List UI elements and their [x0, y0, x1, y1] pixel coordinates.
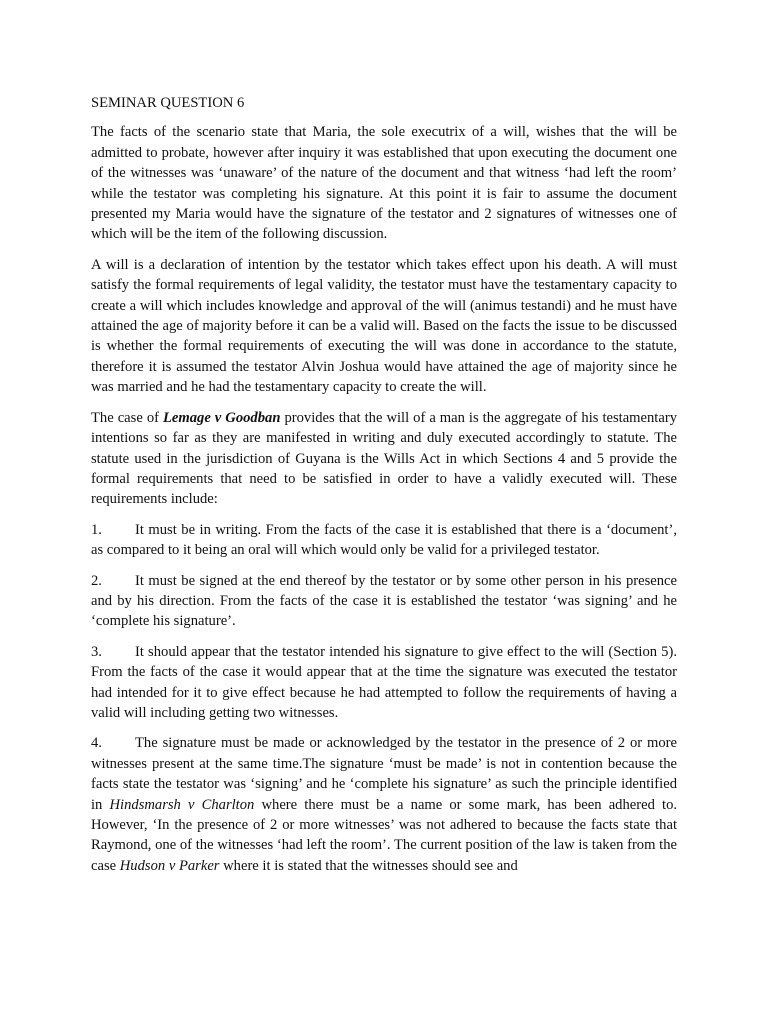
requirement-item-4	[91, 733, 677, 876]
item-number: 4.	[91, 735, 102, 752]
paragraph-will-definition: A will is a declaration of intention by the testator which takes effect upon his death. A will must satisfy the formal requirements of legal validity, the testator must have the testamentary capacity to create a will which includes knowledge and approval of the will (animus testandi) and he must have attained the age of majority before it can be a valid will. Based on the facts the issue to be discussed is whether the formal requirements of executing the will was done in accordance to the statute, therefore it is assumed the testator Alvin Joshua would have attained the age of majority since he was married and he had the testamentary capacity to create the will.	[91, 256, 677, 396]
case-name-hindsmarsh-v-charlton: Hindsmarsh v Charlton	[109, 796, 255, 813]
requirement-item-2	[91, 571, 677, 632]
paragraph-text: provides that the will of a man is the aggregate of his testamentary intentions so far as they are manifested in writing and duly executed accordingly to statute. The statute used in the jurisdiction of Guyana is the Wills Act in which Sections 4 and 5 provide the formal requirements that need to be satisfied in order to have a validly executed will. These requirements include:	[91, 409, 677, 508]
paragraph-lemage-case	[91, 408, 677, 510]
document-heading: SEMINAR QUESTION 6	[91, 95, 245, 111]
item-number: 3.	[91, 643, 102, 660]
item-number: 2.	[91, 572, 102, 589]
item-text: It should appear that the testator intended his signature to give effect to the will (Section 5). From the facts of the case it would appear that at the time the signature was executed the testator had intended for it to give effect because he had attempted to follow the requirements of having a valid will including getting two witnesses.	[91, 643, 677, 721]
item-text: It must be in writing. From the facts of the case it is established that there is a ‘document’, as compared to it being an oral will which would only be valid for a privileged testator.	[91, 521, 677, 559]
requirement-item-3	[91, 642, 677, 724]
case-name-hudson-v-parker: Hudson v Parker	[119, 857, 220, 874]
item-number: 1.	[91, 521, 102, 538]
item-text: It must be signed at the end thereof by the testator or by some other person in his presence and by his direction. From the facts of the case it is established the testator ‘was signing’ and he ‘complete his signature’.	[91, 572, 677, 630]
item-text: The signature must be made or acknowledged by the testator in the presence of 2 or more witnesses present at the same time.The signature ‘must be made’ is not in contention because the facts state the testator was ‘signing’ and he ‘complete his signature’ as such the principle identified in	[91, 735, 677, 813]
item-text: where there must be a name or some mark, has been adhered to. However, ‘In the presence of 2 or more witnesses’ was not adhered to because the facts state that Raymond, one of the witnesses ‘had left the room’. The current position of the law is taken from the case	[91, 796, 678, 874]
paragraph-facts: The facts of the scenario state that Maria, the sole executrix of a will, wishes that the will be admitted to probate, however after inquiry it was established that upon executing the document one of the witnesses was ‘unaware’ of the nature of the document and that witness ‘had left the room’ while the testator was completing his signature. At this point it is fair to assume the document presented my Maria would have the signature of the testator and 2 signatures of witnesses one of which will be the item of the following discussion.	[91, 124, 677, 243]
requirement-item-1	[91, 520, 677, 561]
paragraph-text: The case of	[91, 409, 163, 426]
item-text: where it is stated that the witnesses should see and	[219, 857, 518, 874]
case-name-lemage-v-goodban: Lemage v Goodban	[162, 409, 281, 426]
document-page	[91, 93, 677, 886]
